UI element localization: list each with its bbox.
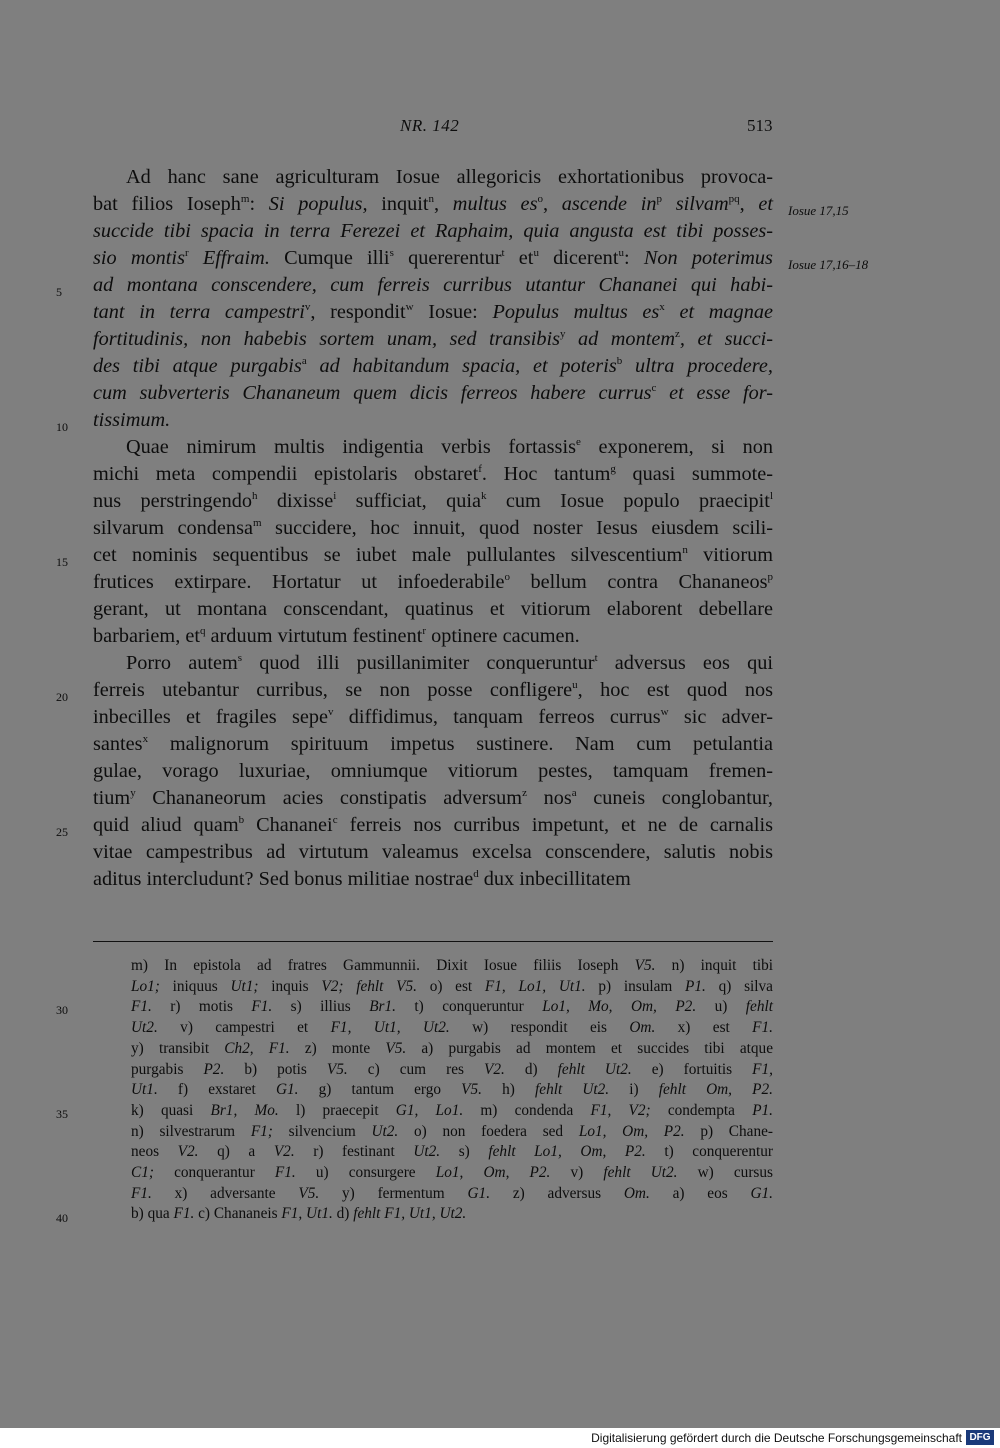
- text-run: Lo1, Om, P2.: [435, 1164, 551, 1181]
- text-run: P1.: [685, 977, 706, 995]
- text-run: V5.: [326, 1060, 348, 1078]
- text-run: Ut2.: [413, 1143, 441, 1161]
- text-run: r) motis: [151, 998, 252, 1016]
- text-run: Ad hanc sane agriculturam Iosue allegoricis exhortationibus provoca-: [126, 166, 773, 188]
- text-run: diffidimus, tanquam ferreos currus: [333, 706, 661, 728]
- footnote-line: [131, 1080, 773, 1101]
- text-run: V2.: [177, 1143, 199, 1161]
- text-line: [93, 542, 773, 568]
- text-run: conquerantur: [153, 1164, 275, 1181]
- text-run: nus perstringendo: [93, 490, 253, 512]
- text-run: sio montis: [93, 247, 185, 269]
- text-run: G1, Lo1.: [395, 1101, 464, 1119]
- text-run: :: [249, 193, 269, 215]
- text-run: neos: [131, 1143, 178, 1161]
- text-run: k) quasi: [131, 1101, 211, 1119]
- footnote-line: [131, 1122, 773, 1143]
- text-run: F1,: [752, 1060, 773, 1078]
- text-run: F1.: [752, 1019, 773, 1037]
- text-run: ad habitandum spacia, et poteris: [306, 355, 617, 377]
- text-line: [93, 515, 773, 541]
- footnote-marker: n: [428, 193, 435, 206]
- text-run: s) illius: [272, 998, 370, 1016]
- text-run: F1.: [131, 1184, 152, 1202]
- text-run: F1, Ut1.: [281, 1205, 333, 1223]
- text-run: i): [609, 1081, 659, 1099]
- text-run: V5.: [634, 957, 656, 974]
- text-run: ascende in: [561, 193, 657, 215]
- marginal-note: Iosue 17,16–18: [788, 257, 869, 272]
- text-run: succide tibi spacia in terra Ferezei et Raphaim, quia angusta est tibi posses-: [93, 220, 773, 242]
- text-run: ultra procedere,: [622, 355, 773, 377]
- footnote-marker: z: [522, 787, 527, 800]
- footnote-marker: d: [473, 868, 479, 881]
- text-run: tant in terra campestri: [93, 301, 305, 323]
- text-run: tissimum.: [93, 409, 171, 431]
- text-run: dux inbecillitatem: [478, 868, 631, 890]
- footnote-marker: r: [422, 625, 427, 638]
- text-run: optinere cacumen.: [426, 625, 580, 647]
- text-run: F1.: [251, 998, 273, 1016]
- text-line: [93, 218, 773, 244]
- text-run: barbariem, et: [93, 625, 200, 647]
- text-line: [93, 596, 773, 622]
- footnote-marker: i: [333, 490, 337, 503]
- text-line: [93, 488, 773, 514]
- footnote-line: [131, 977, 773, 998]
- text-run: m) In epistola ad fratres Gammunnii. Dixit Iosue filiis Ioseph: [131, 957, 635, 974]
- text-run: z) adversus: [490, 1184, 624, 1202]
- dfg-logo: DFG: [966, 1430, 994, 1445]
- text-run: quod illi pusillanimiter conqueruntur: [242, 652, 595, 674]
- line-number: 25: [56, 825, 68, 839]
- text-run: quid aliud quam: [93, 814, 239, 836]
- text-run: fehlt Ut2.: [603, 1164, 678, 1181]
- footnote-marker: r: [184, 247, 189, 260]
- text-line: [126, 164, 773, 190]
- text-run: v): [550, 1164, 604, 1181]
- text-run: l) praecepit: [278, 1101, 396, 1119]
- text-run: Cumque illi: [269, 247, 390, 269]
- text-run: Om.: [623, 1184, 650, 1202]
- text-run: Ut2.: [371, 1122, 399, 1140]
- footnote-line: [131, 1018, 773, 1039]
- text-line: [93, 785, 773, 811]
- line-number: 10: [56, 420, 68, 434]
- text-line: [93, 380, 773, 406]
- text-run: fehlt: [745, 998, 773, 1016]
- text-run: fehlt Ut2.: [535, 1081, 610, 1099]
- text-run: V5.: [298, 1184, 320, 1202]
- text-run: z) monte: [289, 1039, 386, 1057]
- text-line: [93, 731, 773, 757]
- text-run: adversus eos qui: [597, 652, 773, 674]
- text-run: condempta: [650, 1101, 753, 1119]
- marginal-note: Iosue 17,15: [788, 203, 849, 218]
- line-number: 15: [56, 555, 68, 569]
- text-run: b) potis: [224, 1060, 327, 1078]
- footnote-marker: a: [301, 355, 307, 368]
- footnote-marker: s: [237, 652, 243, 665]
- text-run: cum subverteris Chananeum quem dicis ferreos habere currus: [93, 382, 652, 404]
- text-run: , hoc est quod nos: [577, 679, 773, 701]
- text-run: ,: [542, 193, 562, 215]
- text-run: silvarum condensa: [93, 517, 253, 539]
- text-line: [93, 704, 773, 730]
- text-run: F1, V2;: [590, 1101, 651, 1119]
- text-run: Br1.: [369, 998, 396, 1016]
- text-run: o) non foedera sed: [398, 1122, 579, 1140]
- footnote-marker: n: [682, 544, 688, 557]
- text-line: [126, 650, 773, 676]
- line-number: 20: [56, 690, 68, 704]
- text-run: multus es: [452, 193, 538, 215]
- footnote-marker: z: [675, 328, 680, 341]
- footnote-marker: pq: [728, 193, 740, 206]
- text-run: dixisse: [257, 490, 334, 512]
- text-run: malignorum spirituum impetus sustinere. Nam cum petulantia: [148, 733, 773, 755]
- footnote-marker: e: [575, 436, 581, 449]
- text-line: [93, 677, 773, 703]
- footnote-marker: o: [537, 193, 543, 206]
- line-number: 5: [56, 285, 62, 299]
- footnote-marker: u: [533, 247, 539, 260]
- text-run: g) tantum ergo: [298, 1081, 462, 1099]
- text-run: Iosue:: [413, 301, 493, 323]
- text-run: exponerem, si non: [580, 436, 774, 458]
- line-number: 35: [56, 1107, 68, 1121]
- text-run: n) silvestrarum: [131, 1122, 251, 1140]
- text-run: santes: [93, 733, 143, 755]
- text-run: fehlt Ut2.: [557, 1060, 632, 1078]
- text-run: silvam: [675, 193, 729, 215]
- text-run: Om.: [629, 1019, 656, 1037]
- text-run: t) conqueruntur: [395, 998, 543, 1016]
- text-run: G1.: [750, 1184, 774, 1202]
- text-run: et magnae: [664, 301, 773, 323]
- text-run: , respondit: [310, 301, 406, 323]
- text-run: aditus intercludunt? Sed bonus militiae nostrae: [93, 868, 474, 890]
- text-run: a) purgabis ad montem et succides tibi atque: [406, 1039, 773, 1057]
- text-run: gulae, vorago luxuriae, omniumque vitiorum pestes, tamquam fremen-: [93, 760, 773, 782]
- footnote-marker: l: [769, 490, 773, 503]
- footnote-marker: x: [142, 733, 149, 746]
- text-run: fehlt Lo1, Om, P2.: [488, 1143, 646, 1161]
- text-run: w) respondit eis: [449, 1019, 630, 1037]
- text-run: b) qua: [131, 1205, 174, 1223]
- text-line: [93, 299, 773, 325]
- text-run: vitiorum: [687, 544, 773, 566]
- text-run: y) fermentum: [319, 1184, 468, 1202]
- text-run: G1.: [275, 1081, 299, 1099]
- text-run: d): [332, 1205, 354, 1223]
- text-run: P2.: [203, 1060, 225, 1078]
- footnote-marker: h: [252, 490, 258, 503]
- text-run: p) insulam: [585, 977, 686, 995]
- text-run: des tibi atque purgabis: [93, 355, 302, 377]
- footnote-marker: g: [610, 463, 616, 476]
- footnote-line: [131, 956, 773, 977]
- text-run: cuneis conglobantur,: [576, 787, 773, 809]
- text-line: [93, 758, 773, 784]
- text-run: ad montem: [565, 328, 675, 350]
- text-run: r) festinant: [294, 1143, 414, 1161]
- text-run: s): [440, 1143, 489, 1161]
- text-run: V2; fehlt V5.: [321, 977, 417, 995]
- text-run: C1;: [131, 1164, 154, 1181]
- text-run: u) consurgere: [295, 1164, 436, 1181]
- text-line: [93, 812, 773, 838]
- text-run: gerant, ut montana conscendant, quatinus et vitiorum elaborent debellare: [93, 598, 773, 620]
- footnote-marker: w: [405, 301, 414, 314]
- text-run: ferreis utebantur curribus, se non posse confligere: [93, 679, 573, 701]
- text-run: ,: [434, 193, 453, 215]
- text-run: Lo1, Om, P2.: [578, 1122, 685, 1140]
- text-run: o) est: [416, 977, 485, 995]
- text-run: iniquus: [159, 977, 231, 995]
- text-run: arduum virtutum festinent: [205, 625, 423, 647]
- text-run: bat filios Ioseph: [93, 193, 241, 215]
- footnote-marker: u: [572, 679, 578, 692]
- footnote-marker: v: [304, 301, 311, 314]
- text-run: Ch2, F1.: [224, 1039, 290, 1057]
- text-run: Chananeorum acies constipatis adversum: [135, 787, 523, 809]
- text-run: V5.: [385, 1039, 407, 1057]
- text-line: [93, 461, 773, 487]
- footnote-marker: w: [660, 706, 669, 719]
- text-run: u): [696, 998, 746, 1016]
- text-run: Ut1.: [131, 1081, 158, 1099]
- footnote-line: [131, 1060, 773, 1081]
- text-line: [93, 569, 773, 595]
- text-line: [93, 407, 773, 433]
- text-run: ,: [739, 193, 759, 215]
- footnote-marker: x: [659, 301, 665, 314]
- text-run: Ut2.: [131, 1019, 158, 1037]
- text-run: purgabis: [131, 1060, 204, 1078]
- text-run: quererentur: [393, 247, 502, 269]
- text-run: quasi summote-: [615, 463, 773, 485]
- footnote-line: [131, 997, 773, 1018]
- footnote-marker: m: [252, 517, 262, 530]
- footnote-marker: o: [504, 571, 510, 584]
- text-run: e) fortuitis: [631, 1060, 753, 1078]
- text-run: cum Iosue populo praecipit: [486, 490, 770, 512]
- footnote-marker: m: [240, 193, 250, 206]
- line-number: 40: [56, 1211, 68, 1225]
- text-line: [93, 245, 773, 271]
- footnote-marker: s: [389, 247, 394, 260]
- text-run: x) adversante: [151, 1184, 299, 1202]
- text-run: et: [758, 193, 774, 215]
- text-run: fehlt F1, Ut1, Ut2.: [353, 1205, 467, 1223]
- text-run: tium: [93, 787, 131, 809]
- footnote-marker: c: [651, 382, 657, 395]
- text-run: c) cum res: [347, 1060, 484, 1078]
- footnote-marker: t: [594, 652, 598, 665]
- text-run: m) condenda: [463, 1101, 591, 1119]
- text-run: y) transibit: [131, 1039, 225, 1057]
- text-run: [662, 193, 676, 215]
- footnote-marker: q: [199, 625, 206, 638]
- text-line: [93, 866, 773, 892]
- text-run: a) eos: [649, 1184, 751, 1202]
- text-run: n) inquit tibi: [655, 957, 773, 974]
- text-line: [93, 839, 773, 865]
- footnote-marker: u: [618, 247, 624, 260]
- text-run: et: [504, 247, 534, 269]
- text-run: :: [623, 247, 644, 269]
- text-run: q) silva: [705, 977, 773, 995]
- text-run: f) exstaret: [157, 1081, 276, 1099]
- text-run: vitae campestribus ad virtutum valeamus excelsa conscendere, salutis nobis: [93, 841, 773, 863]
- text-run: F1.: [274, 1164, 296, 1181]
- text-line: [93, 326, 773, 352]
- text-run: Lo1, Mo, Om, P2.: [542, 998, 697, 1016]
- text-run: v) campestri et: [157, 1019, 331, 1037]
- text-run: t) conquerentur: [645, 1143, 773, 1161]
- footnote-rule: [93, 941, 773, 942]
- text-run: d): [504, 1060, 558, 1078]
- line-number: 30: [56, 1003, 68, 1017]
- text-run: inquit: [367, 193, 429, 215]
- text-line: [93, 353, 773, 379]
- text-run: silvencium: [272, 1122, 372, 1140]
- text-run: . Hoc tantum: [481, 463, 611, 485]
- text-run: Ut1;: [230, 977, 259, 995]
- text-line: [93, 623, 773, 649]
- footnote-marker: p: [767, 571, 773, 584]
- text-run: F1.: [173, 1205, 195, 1223]
- footnote-marker: f: [478, 463, 482, 476]
- text-run: w) cursus: [677, 1164, 773, 1181]
- footnote-line: [131, 1184, 773, 1205]
- footer-credit: Digitalisierung gefördert durch die Deutsche Forschungsgemeinschaft: [591, 1431, 962, 1445]
- text-run: frutices extirpare. Hortatur ut infoederabile: [93, 571, 505, 593]
- text-run: ferreis nos curribus impetunt, et ne de carnalis: [337, 814, 773, 836]
- text-run: V2.: [484, 1060, 505, 1078]
- text-run: Lo1;: [131, 977, 160, 995]
- text-run: , et succi-: [679, 328, 773, 350]
- text-run: nos: [526, 787, 572, 809]
- text-run: F1.: [131, 998, 152, 1016]
- text-run: fehlt Om, P2.: [658, 1081, 773, 1099]
- footnote-marker: y: [130, 787, 136, 800]
- text-line: [93, 272, 773, 298]
- text-run: dicerent: [538, 247, 619, 269]
- text-run: q) a: [198, 1143, 274, 1161]
- text-line: [126, 434, 773, 460]
- text-run: Effraim.: [188, 247, 270, 269]
- text-run: fortitudinis, non habebis sortem unam, sed transibis: [93, 328, 561, 350]
- text-run: sic adver-: [668, 706, 774, 728]
- footnote-line: [131, 1101, 773, 1122]
- text-run: Chananei: [244, 814, 333, 836]
- text-run: inquis: [258, 977, 322, 995]
- text-run: Si populus,: [268, 193, 368, 215]
- text-run: Non poterimus: [643, 247, 773, 269]
- footnote-marker: v: [328, 706, 334, 719]
- footnote-marker: b: [238, 814, 245, 827]
- footnote-line: [131, 1039, 773, 1060]
- page-number: 513: [747, 116, 773, 135]
- text-run: F1, Lo1, Ut1.: [484, 977, 586, 995]
- text-run: Populus multus es: [492, 301, 660, 323]
- text-run: V2.: [273, 1143, 295, 1161]
- footnote-marker: t: [501, 247, 505, 260]
- text-run: Porro autem: [126, 652, 238, 674]
- text-run: sufficiat, quia: [336, 490, 481, 512]
- footnote-line: [131, 1204, 773, 1225]
- text-run: c) Chananeis: [194, 1205, 282, 1223]
- footnote-marker: p: [656, 193, 662, 206]
- text-run: bellum contra Chananeos: [509, 571, 768, 593]
- text-run: cet nominis sequentibus se iubet male pullulantes silvescentium: [93, 544, 683, 566]
- footnote-marker: k: [481, 490, 487, 503]
- footnote-marker: y: [560, 328, 566, 341]
- footnote-marker: b: [616, 355, 623, 368]
- text-run: F1;: [250, 1122, 273, 1140]
- running-head: NR. 142: [400, 116, 460, 135]
- text-run: ad montana conscendere, cum ferreis curribus utantur Chananei qui habi-: [93, 274, 773, 296]
- text-run: P1.: [752, 1101, 774, 1119]
- text-run: et esse for-: [656, 382, 773, 404]
- footnote-marker: c: [332, 814, 338, 827]
- text-run: Br1, Mo.: [210, 1101, 279, 1119]
- text-run: V5.: [461, 1081, 482, 1099]
- text-run: michi meta compendii epistolaris obstaret: [93, 463, 479, 485]
- footnote-line: [131, 1142, 773, 1163]
- text-run: x) est: [655, 1019, 753, 1037]
- text-run: Quae nimirum multis indigentia verbis fortassis: [126, 436, 576, 458]
- text-run: G1.: [467, 1184, 491, 1202]
- text-run: p) Chane-: [684, 1122, 773, 1140]
- text-run: inbecilles et fragiles sepe: [93, 706, 329, 728]
- text-run: succidere, hoc innuit, quod noster Iesus eiusdem scili-: [261, 517, 773, 539]
- footnote-marker: a: [571, 787, 577, 800]
- text-line: [93, 191, 773, 217]
- footnote-line: [131, 1163, 773, 1184]
- text-run: F1, Ut1, Ut2.: [330, 1019, 450, 1037]
- text-run: h): [482, 1081, 536, 1099]
